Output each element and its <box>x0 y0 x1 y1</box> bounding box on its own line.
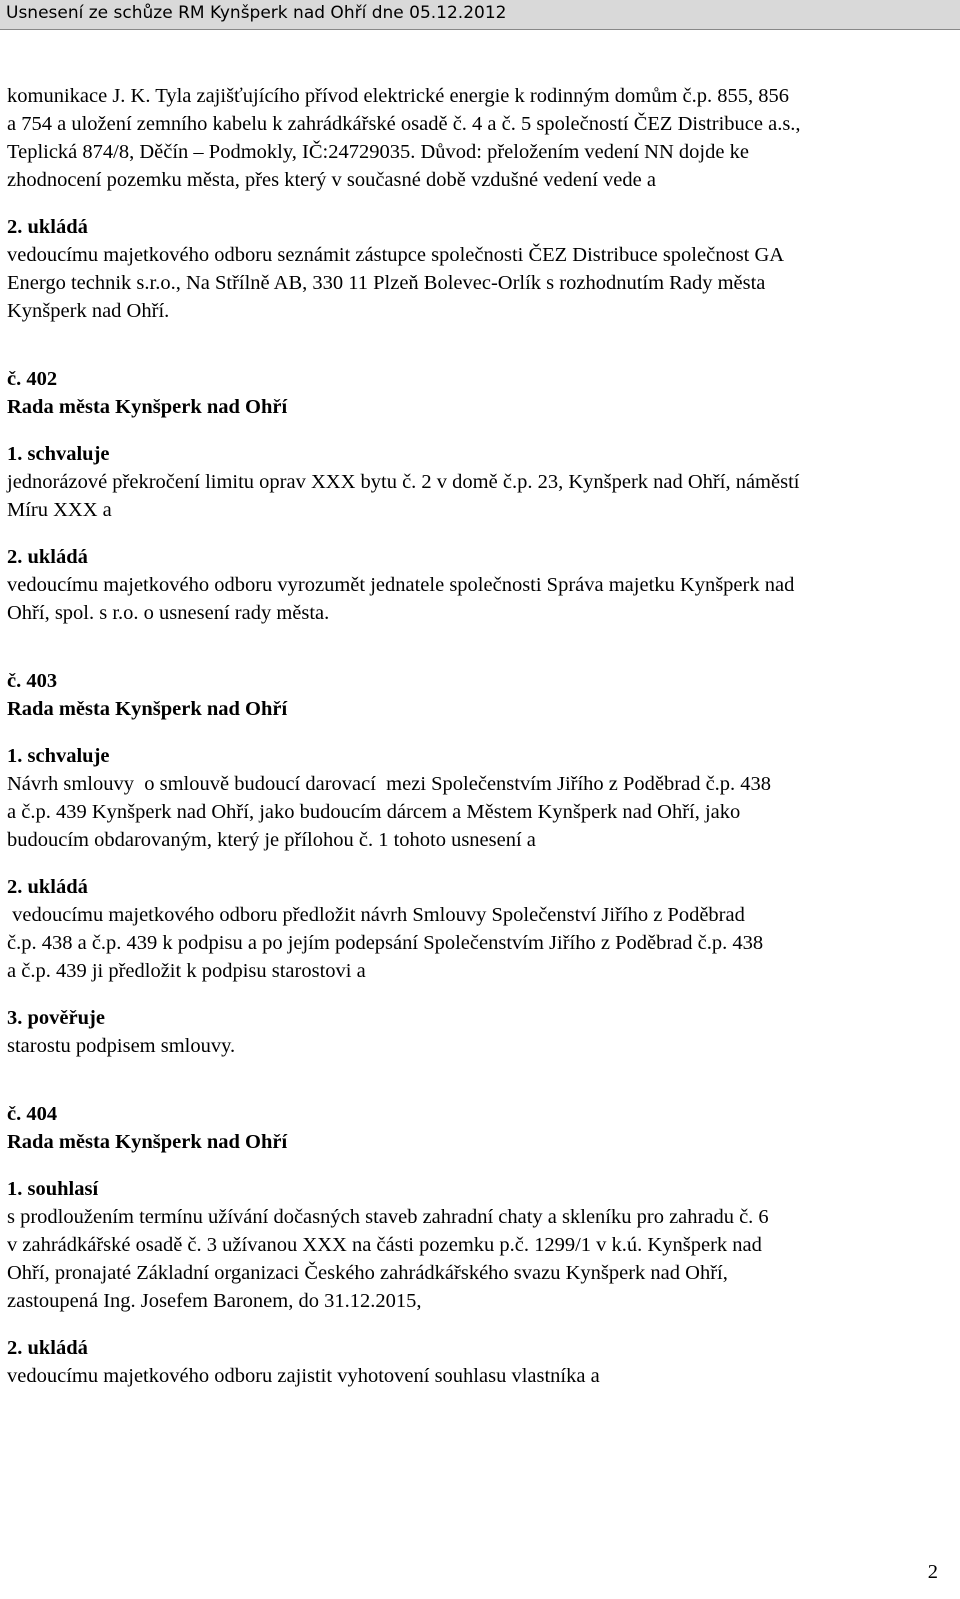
item-text <box>7 241 937 325</box>
council-heading: Rada města Kynšperk nad Ohří <box>7 396 288 418</box>
text-line: jednorázové překročení limitu oprav XXX bytu č. 2 v domě č.p. 23, Kynšperk nad Ohří, náměstí <box>7 471 800 493</box>
item-label: 2. ukládá <box>7 876 88 898</box>
text-line: budoucím obdarovaným, který je přílohou č. 1 tohoto usnesení a <box>7 829 536 851</box>
text-line: Návrh smlouvy o smlouvě budoucí darovací mezi Společenstvím Jiřího z Poděbrad č.p. 438 <box>7 773 772 795</box>
text-line: č.p. 438 a č.p. 439 k podpisu a po jejím podepsání Společenstvím Jiřího z Poděbrad č.p. 438 <box>7 932 764 954</box>
item-label: 1. schvaluje <box>7 443 110 465</box>
text-line: Míru XXX a <box>7 499 112 521</box>
header-title: Usnesení ze schůze RM Kynšperk nad Ohří dne 05.12.2012 <box>6 3 507 23</box>
item-text <box>7 901 937 985</box>
text-line: a 754 a uložení zemního kabelu k zahrádkářské osadě č. 4 a č. 5 společností ČEZ Distribuce a.s., <box>7 113 801 135</box>
text-line: a č.p. 439 Kynšperk nad Ohří, jako budoucím dárcem a Městem Kynšperk nad Ohří, jako <box>7 801 741 823</box>
text-line: zastoupená Ing. Josefem Baronem, do 31.12.2015, <box>7 1290 422 1312</box>
item-label: 2. ukládá <box>7 546 88 568</box>
item-label: 2. ukládá <box>7 1337 88 1359</box>
text-line: komunikace J. K. Tyla zajišťujícího přívod elektrické energie k rodinným domům č.p. 855, 856 <box>7 85 789 107</box>
text-line: starostu podpisem smlouvy. <box>7 1035 236 1057</box>
text-line: zhodnocení pozemku města, přes který v současné době vzdušné vedení vede a <box>7 169 656 191</box>
item-text <box>7 571 937 627</box>
text-line: a č.p. 439 ji předložit k podpisu starostovi a <box>7 960 366 982</box>
resolution-number: č. 403 <box>7 670 58 692</box>
item-label: 1. souhlasí <box>7 1178 99 1200</box>
item-text <box>7 468 937 524</box>
text-line: v zahrádkářské osadě č. 3 užívanou XXX na části pozemku p.č. 1299/1 v k.ú. Kynšperk nad <box>7 1234 762 1256</box>
item-text <box>7 770 937 854</box>
text-line: vedoucímu majetkového odboru zajistit vyhotovení souhlasu vlastníka a <box>7 1365 600 1387</box>
intro-paragraph <box>7 82 937 194</box>
resolution-number: č. 404 <box>7 1103 58 1125</box>
text-line: Ohří, pronajaté Základní organizaci Českého zahrádkářského svazu Kynšperk nad Ohří, <box>7 1262 728 1284</box>
council-heading: Rada města Kynšperk nad Ohří <box>7 1131 288 1153</box>
document-body <box>7 82 937 1390</box>
item-text <box>7 1203 937 1315</box>
item-label: 3. pověřuje <box>7 1007 105 1029</box>
page-number: 2 <box>927 1561 938 1583</box>
item-label: 1. schvaluje <box>7 745 110 767</box>
text-line: Teplická 874/8, Děčín – Podmokly, IČ:24729035. Důvod: přeložením vedení NN dojde ke <box>7 141 749 163</box>
text-line: Energo technik s.r.o., Na Střílně AB, 330 11 Plzeň Bolevec-Orlík s rozhodnutím Rady města <box>7 272 766 294</box>
text-line: Ohří, spol. s r.o. o usnesení rady města. <box>7 602 330 624</box>
text-line: s prodloužením termínu užívání dočasných staveb zahradní chaty a skleníku pro zahradu č. 6 <box>7 1206 769 1228</box>
text-line: Kynšperk nad Ohří. <box>7 300 170 322</box>
text-line: vedoucímu majetkového odboru vyrozumět jednatele společnosti Správa majetku Kynšperk nad <box>7 574 795 596</box>
text-line: vedoucímu majetkového odboru seznámit zástupce společnosti ČEZ Distribuce společnost GA <box>7 244 785 266</box>
resolution-402 <box>7 365 937 627</box>
resolution-404 <box>7 1100 937 1390</box>
council-heading: Rada města Kynšperk nad Ohří <box>7 698 288 720</box>
item-text <box>7 1362 937 1390</box>
resolution-403 <box>7 667 937 1060</box>
item-label: 2. ukládá <box>7 216 88 238</box>
page-header <box>0 0 960 30</box>
resolution-number: č. 402 <box>7 368 58 390</box>
item-text <box>7 1032 937 1060</box>
text-line: vedoucímu majetkového odboru předložit návrh Smlouvy Společenství Jiřího z Poděbrad <box>7 904 745 926</box>
